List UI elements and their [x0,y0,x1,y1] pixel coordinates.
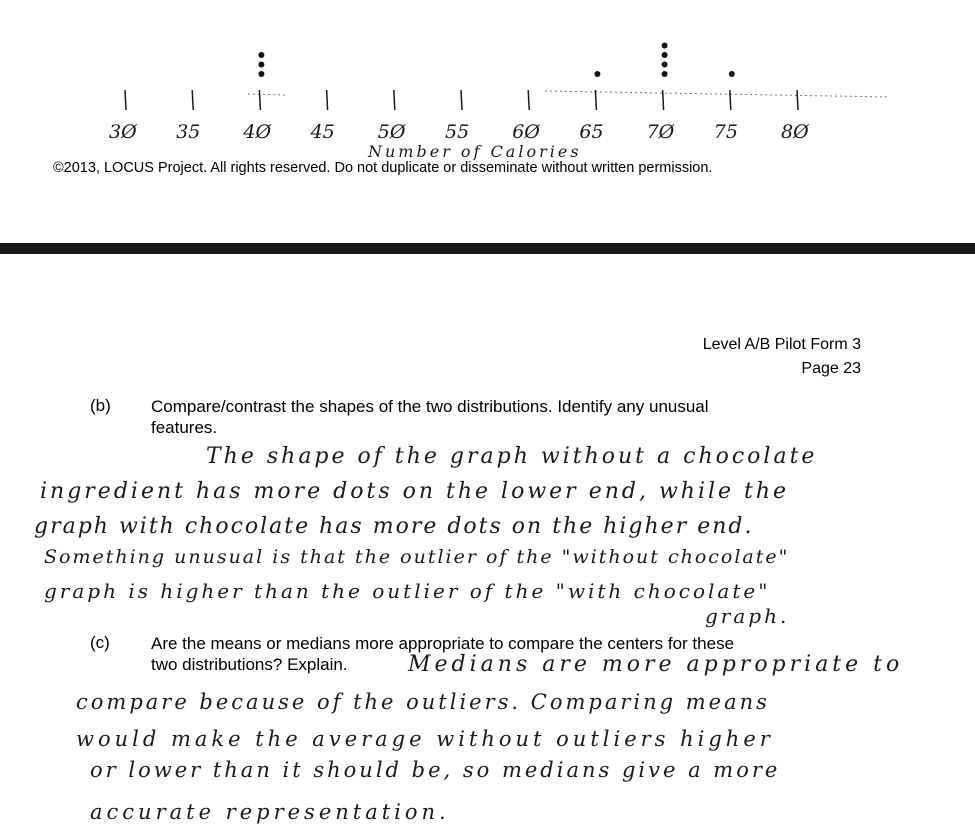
page-divider [0,243,975,254]
axis-tick [595,90,596,110]
data-point [662,71,668,77]
axis-line-left [248,94,285,95]
question-b-line-2: features. [151,418,218,437]
axis-tick [394,90,395,110]
answer-b-line: graph is higher than the outlier of the "with chocolate" [44,579,771,603]
data-point [258,71,264,77]
data-point [662,43,668,49]
data-point [594,71,600,77]
tick-label: 7Ø [646,121,675,143]
axis-tick [192,90,193,110]
data-point [662,62,668,68]
question-b-label: (b) [90,396,111,415]
tick-label: 5Ø [377,121,406,143]
answer-c-line: would make the average without outliers higher [76,727,774,751]
answer-c-line: compare because of the outliers. Comparing means [76,690,770,714]
axis-tick [528,90,529,110]
tick-label: 65 [579,121,604,143]
dot-plot [0,0,975,160]
tick-label: 55 [445,121,470,143]
answer-b-line: graph. [705,604,790,628]
axis-tick [461,90,462,110]
tick-label: 6Ø [512,121,540,143]
question-b-line-1: Compare/contrast the shapes of the two distributions. Identify any unusual [151,397,709,416]
axis-tick [797,90,798,110]
form-label: Level A/B Pilot Form 3 [702,336,861,353]
question-c-line-1: Are the means or medians more appropriate to compare the centers for these [151,634,735,653]
data-point [662,52,668,58]
axis-tick [259,90,260,110]
tick-label: 35 [176,121,201,143]
answer-b-line: graph with chocolate has more dots on the higher end. [34,514,754,539]
data-point [258,52,264,58]
answer-b-line: Something unusual is that the outlier of the "without chocolate" [44,546,790,568]
data-point [258,62,264,68]
tick-label: 3Ø [109,121,137,143]
page-number: Page 23 [801,360,861,377]
axis-tick [327,90,328,110]
axis-tick [730,90,731,110]
axis-title: Number of Calories [368,142,582,160]
data-point [729,71,735,77]
question-c-line-2: two distributions? Explain. [151,655,348,674]
axis-line [545,91,890,97]
question-c-label: (c) [90,633,110,652]
axis-tick [663,90,664,110]
axis-tick [125,90,126,110]
tick-label: 4Ø [243,121,272,143]
question-b-text [151,396,709,438]
answer-c-line: or lower than it should be, so medians give a more [90,758,781,782]
answer-b-line: ingredient has more dots on the lower end, while the [40,479,790,504]
page-header [703,333,861,381]
tick-label: 45 [310,121,335,143]
tick-label: 75 [713,121,738,143]
answer-c-line: accurate representation. [90,800,450,824]
answer-b-line: The shape of the graph without a chocolate [206,444,818,469]
tick-label: 8Ø [781,121,809,143]
copyright-notice: ©2013, LOCUS Project. All rights reserved. Do not duplicate or disseminate without written permission. [53,160,713,176]
answer-c-line: Medians are more appropriate to [408,652,904,677]
